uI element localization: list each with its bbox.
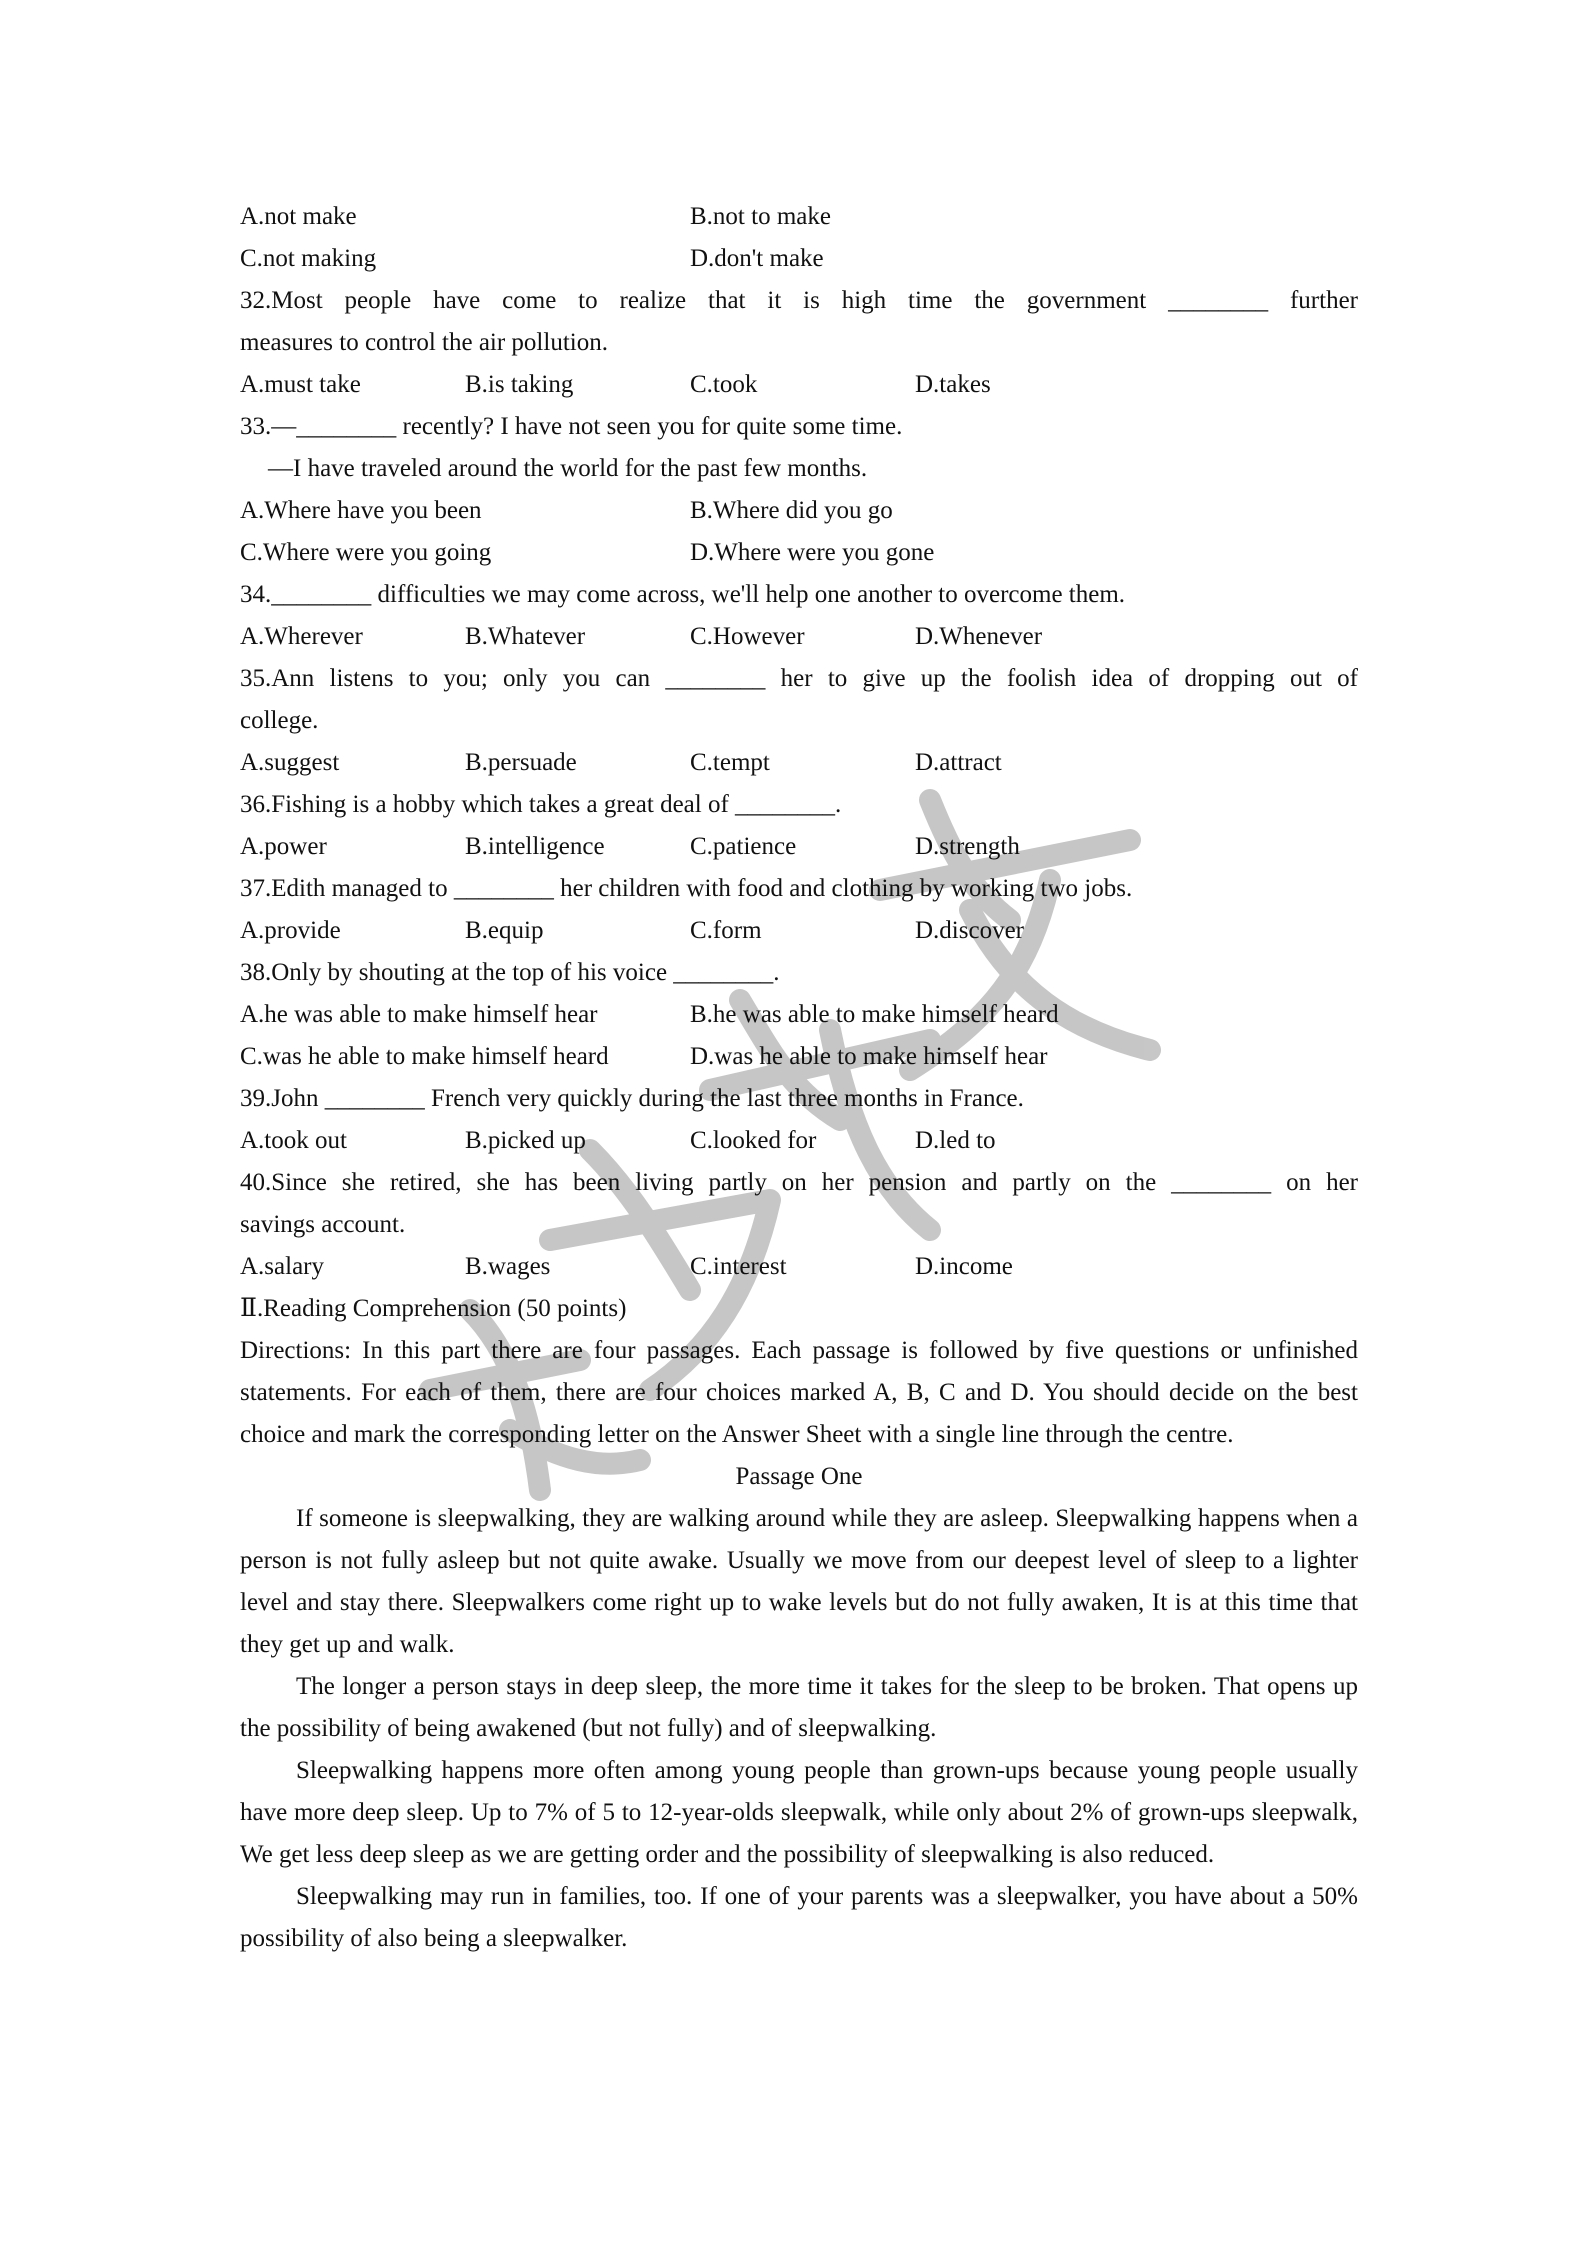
q37-option-d[interactable]: D.discover <box>915 917 1024 944</box>
q37-options <box>240 910 1358 952</box>
q37-option-a[interactable]: A.provide <box>240 917 341 944</box>
q34-stem: 34.________ difficulties we may come across, we'll help one another to overcome them. <box>240 581 1126 608</box>
q34-options <box>240 616 1358 658</box>
q32-option-a[interactable]: A.must take <box>240 371 361 398</box>
q31-option-d[interactable]: D.don't make <box>690 245 824 272</box>
q39-options <box>240 1120 1358 1162</box>
q39-stem: 39.John ________ French very quickly during the last three months in France. <box>240 1085 1024 1112</box>
q34-option-b[interactable]: B.Whatever <box>465 623 586 650</box>
q32-option-c[interactable]: C.took <box>690 371 758 398</box>
q35-option-c[interactable]: C.tempt <box>690 749 770 776</box>
q35-stem: 35.Ann listens to you; only you can ________ her to give up the foolish idea of dropping out of <box>240 665 1358 692</box>
q32-option-d[interactable]: D.takes <box>915 371 991 398</box>
q33-option-d[interactable]: D.Where were you gone <box>690 539 935 566</box>
q32-option-b[interactable]: B.is taking <box>465 371 574 398</box>
passage-paragraph: If someone is sleepwalking, they are walking around while they are asleep. Sleepwalking happens when a person is not fully asleep but not quite awake. Usually we move from our deepest level of sleep to a lighter level and stay there. Sleepwalkers come right up to wake levels but do not fully awaken, It is at this time that they get up and walk. <box>240 1505 1358 1658</box>
q34-option-c[interactable]: C.However <box>690 623 805 650</box>
q40-stem-cont: savings account. <box>240 1211 406 1238</box>
q37-stem: 37.Edith managed to ________ her children with food and clothing by working two jobs. <box>240 875 1133 902</box>
q33-stem: 33.—________ recently? I have not seen you for quite some time. <box>240 413 903 440</box>
q37-option-c[interactable]: C.form <box>690 917 762 944</box>
q36-option-c[interactable]: C.patience <box>690 833 797 860</box>
q38-options <box>240 994 1358 1036</box>
section-directions: Directions: In this part there are four passages. Each passage is followed by five questions or unfinished statements. For each of them, there are four choices marked A, B, C and D. You should decide on the best choice and mark the corresponding letter on the Answer Sheet with a single line through the centre. <box>240 1337 1358 1448</box>
q35-options <box>240 742 1358 784</box>
q33-options-row2 <box>240 532 1358 574</box>
q40-option-b[interactable]: B.wages <box>465 1253 551 1280</box>
q38-option-c[interactable]: C.was he able to make himself heard <box>240 1043 609 1070</box>
q36-option-b[interactable]: B.intelligence <box>465 833 605 860</box>
q35-stem-cont: college. <box>240 707 319 734</box>
q36-stem: 36.Fishing is a hobby which takes a great deal of ________. <box>240 791 842 818</box>
q38-options-row2 <box>240 1036 1358 1078</box>
q39-option-d[interactable]: D.led to <box>915 1127 996 1154</box>
q40-option-d[interactable]: D.income <box>915 1253 1013 1280</box>
q31-options-row2 <box>240 238 1358 280</box>
q38-stem: 38.Only by shouting at the top of his voice ________. <box>240 959 780 986</box>
q31-option-c[interactable]: C.not making <box>240 245 377 272</box>
q31-option-b[interactable]: B.not to make <box>690 203 831 230</box>
passage-paragraph: Sleepwalking may run in families, too. If one of your parents was a sleepwalker, you have about a 50% possibility of also being a sleepwalker. <box>240 1883 1358 1952</box>
q35-option-d[interactable]: D.attract <box>915 749 1002 776</box>
q33-reply: —I have traveled around the world for the past few months. <box>268 455 868 482</box>
q38-option-d[interactable]: D.was he able to make himself hear <box>690 1043 1048 1070</box>
q32-options <box>240 364 1358 406</box>
q34-option-d[interactable]: D.Whenever <box>915 623 1043 650</box>
q40-options <box>240 1246 1358 1288</box>
q35-option-b[interactable]: B.persuade <box>465 749 577 776</box>
q36-option-a[interactable]: A.power <box>240 833 327 860</box>
q39-option-b[interactable]: B.picked up <box>465 1127 586 1154</box>
q36-options <box>240 826 1358 868</box>
q39-option-a[interactable]: A.took out <box>240 1127 347 1154</box>
document-page <box>240 196 1358 1960</box>
section-heading: Ⅱ.Reading Comprehension (50 points) <box>240 1295 627 1322</box>
q33-option-b[interactable]: B.Where did you go <box>690 497 893 524</box>
q33-option-c[interactable]: C.Where were you going <box>240 539 492 566</box>
q35-option-a[interactable]: A.suggest <box>240 749 340 776</box>
q31-options <box>240 196 1358 238</box>
q40-stem: 40.Since she retired, she has been living partly on her pension and partly on the ________ on her <box>240 1169 1358 1196</box>
passage-title: Passage One <box>735 1463 863 1490</box>
q33-option-a[interactable]: A.Where have you been <box>240 497 482 524</box>
q40-option-c[interactable]: C.interest <box>690 1253 787 1280</box>
q31-option-a[interactable]: A.not make <box>240 203 357 230</box>
q33-options <box>240 490 1358 532</box>
q34-option-a[interactable]: A.Wherever <box>240 623 363 650</box>
q37-option-b[interactable]: B.equip <box>465 917 544 944</box>
q38-option-b[interactable]: B.he was able to make himself heard <box>690 1001 1059 1028</box>
q40-option-a[interactable]: A.salary <box>240 1253 324 1280</box>
q32-stem: 32.Most people have come to realize that it is high time the government ________ further <box>240 287 1358 314</box>
q32-stem-cont: measures to control the air pollution. <box>240 329 608 356</box>
passage-paragraph: Sleepwalking happens more often among young people than grown-ups because young people usually have more deep sleep. Up to 7% of 5 to 12-year-olds sleepwalk, while only about 2% of grown-ups sleepwalk, We get less deep sleep as we are getting order and the possibility of sleepwalking is also reduced. <box>240 1757 1358 1868</box>
q38-option-a[interactable]: A.he was able to make himself hear <box>240 1001 598 1028</box>
passage-paragraph: The longer a person stays in deep sleep, the more time it takes for the sleep to be broken. That opens up the possibility of being awakened (but not fully) and of sleepwalking. <box>240 1673 1358 1742</box>
q39-option-c[interactable]: C.looked for <box>690 1127 817 1154</box>
q36-option-d[interactable]: D.strength <box>915 833 1020 860</box>
